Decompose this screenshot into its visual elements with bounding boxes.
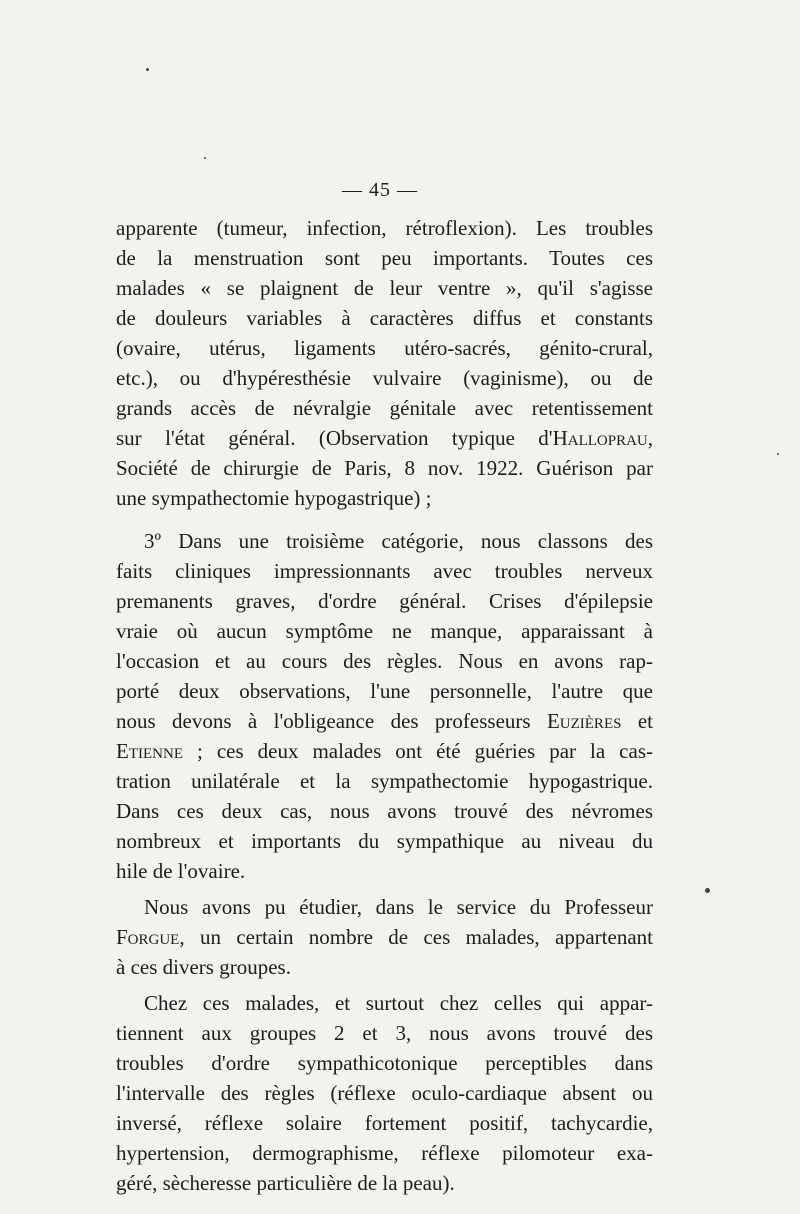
paper-speck [146, 68, 149, 71]
text-line: géré, sècheresse particulière de la peau). [116, 1171, 455, 1195]
text-line: Dans ces deux cas, nous avons trouvé des névromes [116, 799, 653, 823]
paper-speck [777, 453, 779, 455]
paragraph-gap [116, 513, 653, 526]
text-line: hypertension, dermographisme, réflexe pilomoteur exa- [116, 1141, 653, 1165]
text-line: troubles d'ordre sympathicotonique perceptibles dans [116, 1051, 653, 1075]
body-text [116, 213, 653, 1198]
text-line: porté deux observations, l'une personnelle, l'autre que [116, 679, 653, 703]
text-line [116, 922, 653, 952]
text-line: tration unilatérale et la sympathectomie hypogastrique. [116, 769, 653, 793]
author-name: Halloprau, [552, 426, 653, 450]
text-line: faits cliniques impressionnants avec troubles nerveux [116, 559, 653, 583]
text-line [116, 736, 653, 766]
text-line: etc.), ou d'hypéresthésie vulvaire (vaginisme), ou de [116, 366, 653, 390]
text-line: vraie où aucun symptôme ne manque, apparaissant à [116, 619, 653, 643]
text-run: sur l'état général. (Observation typique d' [116, 426, 553, 450]
text-line: de la menstruation sont peu importants. Toutes ces [116, 246, 653, 270]
text-line: apparente (tumeur, infection, rétroflexion). Les troubles [116, 216, 653, 240]
text-line: 3º Dans une troisième catégorie, nous classons des [144, 529, 653, 553]
text-run: ; ces deux malades ont été guéries par la cas- [182, 739, 653, 763]
text-line: Chez ces malades, et surtout chez celles qui appar- [144, 991, 653, 1015]
text-run: nous devons à l'obligeance des professeurs [116, 709, 547, 733]
text-line: Société de chirurgie de Paris, 8 nov. 1922. Guérison par [116, 456, 653, 480]
text-line: l'intervalle des règles (réflexe oculo-cardiaque absent ou [116, 1081, 653, 1105]
text-line: hile de l'ovaire. [116, 859, 246, 883]
text-line: nombreux et importants du sympathique au niveau du [116, 829, 653, 853]
text-run: et [621, 709, 653, 733]
text-line [116, 706, 653, 736]
text-line: à ces divers groupes. [116, 955, 291, 979]
author-name: Euzières [546, 709, 622, 733]
text-line: premanents graves, d'ordre général. Crises d'épilepsie [116, 589, 653, 613]
text-line: l'occasion et au cours des règles. Nous en avons rap- [116, 649, 653, 673]
text-line [116, 423, 653, 453]
paper-speck [204, 157, 206, 159]
text-line: tiennent aux groupes 2 et 3, nous avons trouvé des [116, 1021, 653, 1045]
text-line: Nous avons pu étudier, dans le service du Professeur [144, 895, 653, 919]
author-name: Etienne [116, 739, 183, 763]
page-number: — 45 — [342, 179, 418, 201]
author-name: Forgue [116, 925, 180, 949]
text-line: une sympathectomie hypogastrique) ; [116, 486, 432, 510]
text-line: inversé, réflexe solaire fortement positif, tachycardie, [116, 1111, 653, 1135]
paper-speck [705, 888, 710, 893]
text-line: malades « se plaignent de leur ventre », qu'il s'agisse [116, 276, 653, 300]
text-line: grands accès de névralgie génitale avec retentissement [116, 396, 653, 420]
text-line: de douleurs variables à caractères diffus et constants [116, 306, 653, 330]
text-run: , un certain nombre de ces malades, appartenant [179, 925, 653, 949]
text-line: (ovaire, utérus, ligaments utéro-sacrés, génito-crural, [116, 336, 653, 360]
